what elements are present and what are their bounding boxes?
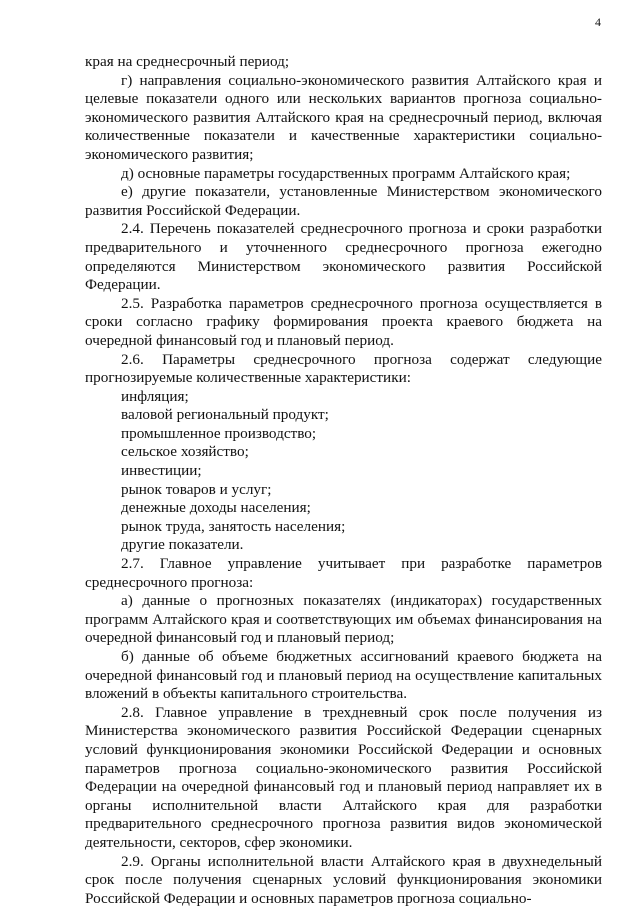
paragraph: 2.6. Параметры среднесрочного прогноза содержат следующие прогнозируемые количественные характеристики: [85, 350, 602, 387]
list-item: рынок труда, занятость населения; [121, 517, 346, 535]
list-item: инфляция; [121, 387, 189, 405]
paragraph: а) данные о прогнозных показателях (индикаторах) государственных программ Алтайского края и соответствующих им объемах финансирования на очередной финансовый год и плановый период; [85, 592, 602, 647]
list-item: валовой региональный продукт; [121, 406, 329, 424]
list-item: промышленное производство; [121, 424, 317, 442]
list-item: инвестиции; [121, 462, 202, 480]
paragraph: е) другие показатели, установленные Министерством экономического развития Российской Федерации. [85, 183, 602, 219]
list-item: денежные доходы населения; [121, 499, 311, 517]
paragraph: 2.4. Перечень показателей среднесрочного прогноза и сроки разработки предварительного и уточненного среднесрочного прогноза ежегодно определяются Министерством экономического развития Российской Федерации. [85, 220, 602, 294]
paragraph: д) основные параметры государственных программ Алтайского края; [121, 164, 571, 182]
page-number: 4 [595, 15, 601, 29]
paragraph: края на среднесрочный период; [85, 53, 290, 70]
list-item: рынок товаров и услуг; [121, 480, 272, 498]
paragraph: 2.7. Главное управление учитывает при разработке параметров среднесрочного прогноза: [85, 555, 602, 591]
list-item: другие показатели. [121, 536, 244, 554]
paragraph-group-bottom [85, 555, 602, 908]
paragraph: 2.5. Разработка параметров среднесрочного прогноза осуществляется в сроки согласно графику формирования проекта краевого бюджета на очередной финансовый год и плановый период. [85, 294, 602, 349]
paragraph: 2.8. Главное управление в трехдневный срок после получения из Министерства экономического развития Российской Федерации сценарных условий функционирования экономики Российской Федерации и основных параметров прогноза социально-экономического развития Российской Федерации на очередной финансовый год и плановый период направляет их в органы исполнительной власти Алтайского края для разработки предварительного среднесрочного прогноза развития видов экономической деятельности, секторов, сфер экономики. [85, 703, 602, 851]
list-item: сельское хозяйство; [121, 443, 249, 461]
paragraph: г) направления социально-экономического развития Алтайского края и целевые показатели одного или нескольких вариантов прогноза социально-экономического развития Алтайского края на среднесрочный период, включая количественные показатели и качественные характеристики социально-экономического развития; [85, 71, 602, 163]
characteristics-list [85, 388, 602, 555]
paragraph: б) данные об объеме бюджетных ассигнований краевого бюджета на очередной финансовый год и плановый период на осуществление капитальных вложений в объекты капитального строительства. [85, 648, 602, 703]
paragraph: 2.9. Органы исполнительной власти Алтайского края в двухнедельный срок после получения сценарных условий функционирования экономики Российской Федерации и основных параметров прогноза социально- [85, 852, 602, 907]
document-body [85, 53, 602, 908]
paragraph-group-top [85, 53, 602, 388]
